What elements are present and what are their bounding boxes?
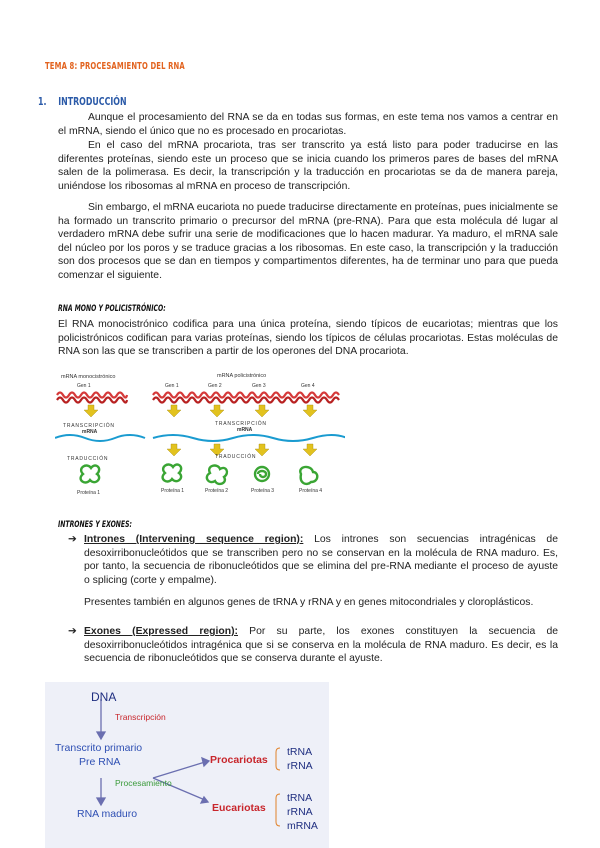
fig-gen3: Gen 3 — [252, 383, 266, 389]
diag-proc-rrna: rRNA — [287, 760, 313, 772]
intro-paragraph-3: Sin embargo, el mRNA eucariota no puede traducirse directamente en proteínas, pues inicialmente se ha formado un transcrito primario o precursor del mRNA (pre-RNA). Para que esta molécula dé lugar al verdadero mRNA debe sufrir una serie de modificaciones que lo hacen madurar. Ya maduro, el mRNA sale del núcleo por los poros y se traduce gracias a los ribosomas. En este caso, la transcripción y la traducción son dos procesos que se dan en tiempos y compartimentos diferentes, ha de terminar uno para que pueda comenzar el siguiente. — [58, 202, 558, 281]
diag-euc-trna: tRNA — [287, 792, 313, 804]
intrones-bullet — [68, 533, 558, 587]
section-title: INTRODUCCIÓN — [58, 96, 127, 108]
intro-paragraph-2: En el caso del mRNA procariota, tras ser transcrito ya está listo para poder traducirse en las diferentes proteínas, siendo este un proceso que se inicia cuando los primeros pares de bases del mRNA salen de la polimerasa. Es decir, la transcripción y la traducción en procariotas se da de manera pareja, uniéndose los ribosomas al mRNA en proceso de transcripción. — [58, 140, 558, 192]
exones-text: Por su parte, los exones constituyen la secuencia de desoxirribonucleótidos intragénica que si se conserva en la molécula de RNA maduro. Es decir, es la secuencia de ribonucleótidos que se conserva durante el ayuste. — [84, 626, 558, 665]
mono-poli-text: El RNA monocistrónico codifica para una única proteína, siendo típicos de eucariotas; mientras que los policistrónicos codifican para varias proteínas, siendo los típicos de células procariotas. Estas moléculas de RNA son las que se transcriben a partir de los operones del DNA procariota. — [58, 319, 558, 358]
arrow-icon: ➔ — [68, 534, 77, 545]
fig-gen1-mono: Gen 1 — [77, 383, 91, 389]
fig-gen2: Gen 2 — [208, 383, 222, 389]
arrow-icon: ➔ — [68, 626, 77, 637]
fig-gen4: Gen 4 — [301, 383, 315, 389]
diag-procesamiento: Procesamiento — [115, 778, 172, 788]
fig-mono-title: mRNA monocistrónico — [61, 374, 116, 380]
tema-title: TEMA 8: PROCESAMIENTO DEL RNA — [45, 61, 185, 72]
fig-transcripcion-mono: TRANSCRIPCIÓN — [63, 423, 115, 429]
intrones-exones-heading: INTRONES Y EXONES: — [58, 520, 132, 530]
fig-poli-title: mRNA policistrónico — [217, 373, 267, 379]
fig-proteina2: Proteína 2 — [205, 488, 229, 494]
arrows-transcription — [84, 405, 317, 417]
diag-rna-maduro: RNA maduro — [77, 808, 138, 820]
diag-proc-trna: tRNA — [287, 746, 313, 758]
fig-proteina4: Proteína 4 — [299, 488, 323, 494]
intrones-text: Los intrones son secuencias intragénicas de desoxirribonucleótidos que se transcriben pero no se conservan en la molécula de RNA maduro. Es, por tanto, la secuencia de ribonucleótidos que se elimina del pre-RNA mediante el proceso de ayuste o splicing (corte y empalme). — [84, 534, 558, 586]
intro-paragraph-1: Aunque el procesamiento del RNA se da en todas sus formas, en este tema nos vamos a centrar en el mRNA, siendo el único que no es procesado en procariotas. — [58, 112, 558, 137]
fig-proteina1: Proteína 1 — [161, 488, 185, 494]
fig-transcripcion-poli: TRANSCRIPCIÓN — [215, 421, 267, 427]
diag-euc-rrna: rRNA — [287, 806, 313, 818]
diag-euc-mrna: mRNA — [287, 820, 318, 832]
fig-mrna-mono: mRNA — [82, 429, 98, 435]
diag-dna: DNA — [91, 690, 117, 704]
exones-term: Exones (Expressed region): — [84, 626, 238, 637]
fig-traduccion-poli: TRADUCCIÓN — [215, 454, 257, 460]
fig-proteina3: Proteína 3 — [251, 488, 275, 494]
dna-mono — [57, 393, 127, 403]
diag-eucariotas: Eucariotas — [212, 802, 266, 814]
exones-bullet — [68, 625, 558, 666]
fig-mrna-poli: mRNA — [237, 427, 253, 433]
cistronic-figure — [55, 370, 345, 500]
section-heading — [38, 96, 127, 108]
section-number: 1. — [38, 96, 47, 108]
mrna-poli-line — [153, 435, 345, 441]
intrones-extra: Presentes también en algunos genes de tRNA y rRNA y en genes mitocondriales y cloroplásticos. — [84, 597, 534, 608]
fig-gen1: Gen 1 — [165, 383, 179, 389]
dna-poli — [153, 393, 339, 403]
protein-shapes — [81, 465, 318, 484]
fig-proteina-mono: Proteína 1 — [77, 490, 101, 496]
mrna-mono-line — [55, 435, 145, 441]
diag-pre-rna: Pre RNA — [79, 756, 121, 768]
intrones-term: Intrones (Intervening sequence region): — [84, 534, 304, 545]
mono-poli-heading: RNA MONO Y POLICISTRÓNICO: — [58, 304, 166, 314]
diag-transcrito: Transcrito primario — [55, 742, 143, 754]
processing-diagram — [45, 682, 329, 848]
fig-traduccion-mono: TRADUCCIÓN — [67, 456, 109, 462]
diag-procariotas: Procariotas — [210, 754, 268, 766]
diag-transcripcion: Transcripción — [115, 712, 166, 722]
